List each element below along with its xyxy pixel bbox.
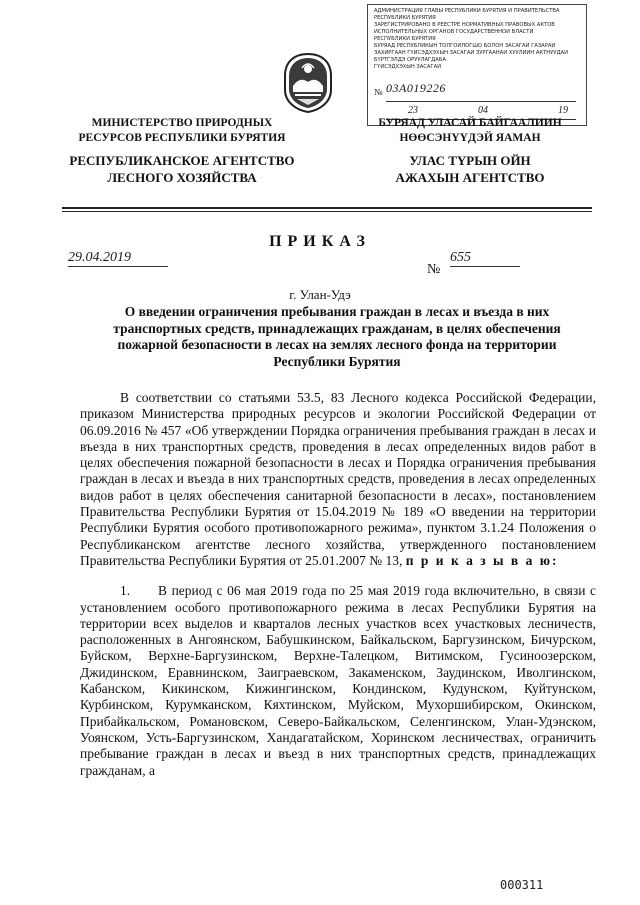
header-left-ministry: МИНИСТЕРСТВО ПРИРОДНЫХ РЕСУРСОВ РЕСПУБЛИКИ БУРЯТИЯ bbox=[78, 117, 286, 144]
stamp-line: БҮРТГЭЛДЭ ОРУУЛАГДАБА bbox=[374, 57, 446, 63]
stamp-reg-label: № bbox=[374, 87, 383, 97]
stamp-date-day: 23 bbox=[408, 105, 418, 116]
item-1-paragraph bbox=[80, 583, 596, 779]
document-number: 655 bbox=[450, 250, 520, 267]
document-body bbox=[80, 390, 596, 779]
order-word: п р и к а з ы в а ю: bbox=[405, 552, 559, 568]
header-right-agency: УЛАС ТҮРЫН ОЙН АЖАХЫН АГЕНТСТВО bbox=[395, 153, 545, 185]
header-left-agency: РЕСПУБЛИКАНСКОЕ АГЕНТСТВО ЛЕСНОГО ХОЗЯЙСТВА bbox=[69, 153, 295, 185]
header-right-ministry: БУРЯАД УЛАСАЙ БАЙГААЛИИН НӨӨСЭНҮҮДЭЙ ЯАМАН bbox=[378, 117, 562, 144]
preamble-paragraph bbox=[80, 390, 596, 569]
stamp-line: ИСПОЛНИТЕЛЬНЫХ ОРГАНОВ ГОСУДАРСТВЕННОЙ ВЛАСТИ bbox=[374, 29, 534, 35]
stamp-line: БУРЯАД РЕСПУБЛИКЫН ТОЛГОЙЛОГШО БОЛОН ЗАСАГАЙ ГАЗАРАЙ bbox=[374, 43, 556, 49]
header-divider bbox=[62, 207, 592, 209]
stamp-line: ЗАРЕГИСТРИРОВАНО В РЕЕСТРЕ НОРМАТИВНЫХ ПРАВОВЫХ АКТОВ bbox=[374, 22, 555, 28]
header-divider-thin bbox=[62, 211, 592, 212]
stamp-line: ЗАХИРГААН ГҮЙСЭДХЭХЫН ЗАСАГАЙ ЗУРГААНАЙ ХУУЛИИН АКТНУУДАЙ bbox=[374, 50, 568, 56]
stamp-line: РЕСПУБЛИКИ БУРЯТИЯ bbox=[374, 15, 436, 21]
item-1-text: В период с 06 мая 2019 года по 25 мая 2019 года включительно, в связи с установлением особого противопожарного режима в лесах Республики Бурятия на территории всех выделов и кварталов лесных участков всех участковых лесничеств, расположенных в Ангоянском, Бабушкинском, Байкальском, Баргузинском, Бичурском, Буйском, Верхне-Баргузинском, Верхне-Талецком, Витимском, Гусиноозерском, Джидинском, Еравнинском, Заиграевском, Закаменском, Заудинском, Иволгинском, Кабанском, Кикинском, Кижингинском, Кондинском, Кудунском, Куйтунском, Курбинском, Курумканском, Кяхтинском, Муйском, Мухоршибирском, Окинском, Прибайкальском, Романовском, Северо-Байкальском, Селенгинском, Улан-Удэнском, Уоянском, Усть-Баргузинском, Хандагатайском, Хоринском лесничествах, ограничить пребывание граждан в лесах и въезд в них транспортных средств, принадлежащих гражданам, а bbox=[80, 583, 596, 778]
stamp-reg-number: 03А019226 bbox=[386, 81, 446, 95]
item-1-number: 1. bbox=[120, 583, 131, 599]
stamp-line: РЕСПУБЛИКИ БУРЯТИЯ bbox=[374, 36, 436, 42]
stamp-line: АДМИНИСТРАЦИЯ ГЛАВЫ РЕСПУБЛИКИ БУРЯТИЯ И ПРАВИТЕЛЬСТВА bbox=[374, 8, 560, 14]
stamp-date-month: 04 bbox=[478, 105, 488, 116]
coat-of-arms-icon bbox=[282, 52, 334, 114]
document-date: 29.04.2019 bbox=[68, 250, 168, 267]
page-code: 000311 bbox=[500, 878, 544, 892]
document-title: ПРИКАЗ bbox=[269, 233, 371, 250]
document-subject: О введении ограничения пребывания граждан в лесах и въезда в них транспортных средств, принадлежащих гражданам, в целях обеспечения пожарной безопасности в лесах на землях лесного фонда на территории Республики Бурятия bbox=[113, 304, 561, 369]
document-city: г. Улан-Удэ bbox=[289, 287, 351, 302]
stamp-date-year: 19 bbox=[558, 105, 568, 116]
registration-stamp bbox=[367, 4, 587, 126]
stamp-line: ГҮЙСЭДХЭХЫН ЗАСАГАЙ bbox=[374, 64, 442, 70]
preamble-text: В соответствии со статьями 53.5, 83 Лесного кодекса Российской Федерации, приказом Министерства природных ресурсов и экологии Российской Федерации от 06.09.2016 № 457 «Об утверждении Порядка ограничения пребывания граждан в лесах и въезда в них транспортных средств, проведения в лесах определенных видов работ в целях обеспечения пожарной безопасности в лесах и Порядка ограничения пребывания граждан в лесах и въезда в них транспортных средств, проведения в лесах определенных видов работ в целях обеспечения санитарной безопасности в лесах», постановлением Правительства Республики Бурятия от 15.04.2019 № 189 «О введении на территории Республики Бурятия особого противопожарного режима», пунктом 3.1.24 Положения о Республиканском агентстве лесного хозяйства, утвержденного постановлением Правительства Республики Бурятия от 25.01.2007 № 13, bbox=[80, 390, 596, 568]
document-number-label: № bbox=[427, 262, 441, 277]
stamp-rule bbox=[386, 101, 576, 102]
